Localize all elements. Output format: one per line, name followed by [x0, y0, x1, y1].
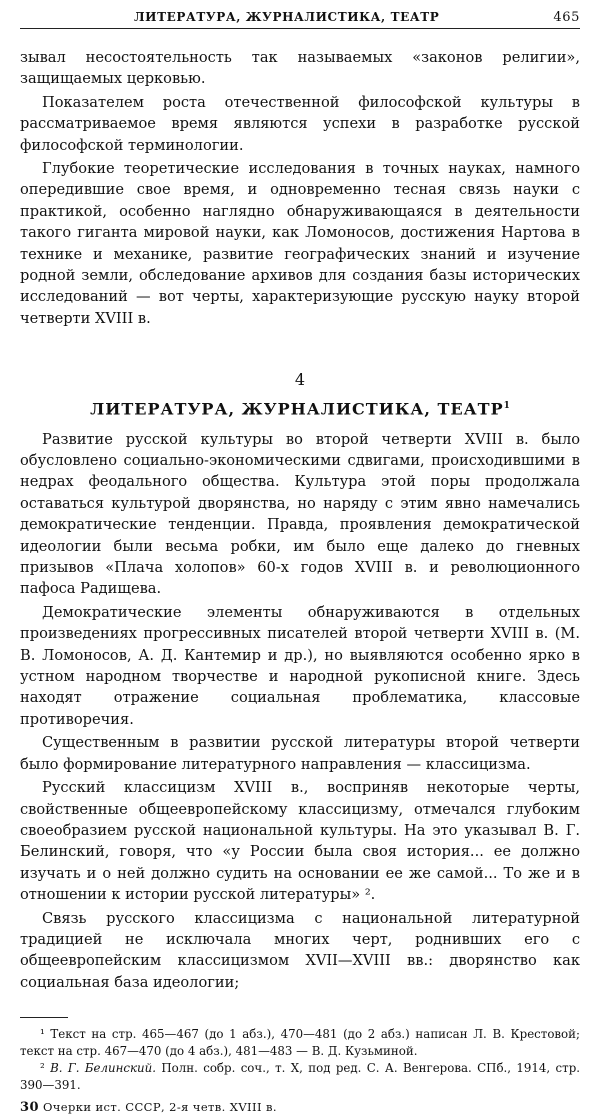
footnote-1: ¹ Текст на стр. 465—467 (до 1 абз.), 470—481 (до 2 абз.) написан Л. В. Крестовой; текст на стр. 467—470 (до 4 абз.), 481—483 — В. Д. Кузьминой.: [20, 1027, 580, 1059]
paragraph: Показателем роста отечественной философской культуры в рассматриваемое время являются успехи в разработке русской философской терминологии.: [20, 93, 580, 154]
footnote-ref: 1: [503, 401, 510, 412]
paragraph: Демократические элементы обнаруживаются в отдельных произведениях прогрессивных писателей второй четверти XVIII в. (М. В. Ломоносов, А. Д. Кантемир и др.), но выявляются особенно ярко в устном народном творчестве и народной рукописной книге. Здесь находят отражение социальная проблематика, классовые противоречия.: [20, 603, 580, 728]
printer-signature: [20, 1100, 580, 1115]
footnote-2-mark: ²: [40, 1061, 45, 1076]
page: [20, 10, 580, 1115]
footnote-divider: [20, 1017, 68, 1018]
section-title-text: ЛИТЕРАТУРА, ЖУРНАЛИСТИКА, ТЕАТР: [90, 399, 504, 419]
footnote-2: [20, 1060, 580, 1094]
signature-number: 30: [20, 1100, 39, 1115]
running-head-title: ЛИТЕРАТУРА, ЖУРНАЛИСТИКА, ТЕАТР: [133, 10, 440, 24]
paragraph: Развитие русской культуры во второй четверти XVIII в. было обусловлено социально-экономическими сдвигами, происходившими в недрах феодального общества. Культура этой поры продолжала оставаться культурой дворянства, но наряду с этим явно намечались демократические тенденции. Правда, проявления демократической идеологии были весьма робки, им было еще далеко до гневных призывов «Плача холопов» 60-х годов XVIII в. и революционного пафоса Радищева.: [20, 430, 580, 598]
body-text: [20, 47, 580, 993]
paragraph: Связь русского классицизма с национальной литературной традицией не исключала многих черт, роднивших его с общеевропейским классицизмом XVII—XVIII вв.: дворянство как социальная база идеологии;: [20, 909, 580, 991]
footnote-2-text: Полн. собр. соч., т. X, под ред. С. А. Венгерова. СПб., 1914, стр. 390—391.: [20, 1061, 580, 1093]
paragraph-continued: зывал несостоятельность так называемых «законов религии», защищаемых церковью.: [20, 49, 580, 88]
paragraph: Русский классицизм XVIII в., восприняв некоторые черты, свойственные общеевропейскому классицизму, отмечался глубоким своеобразием русской национальной культуры. На это указывал В. Г. Белинский, говоря, что «у России была своя история... ее должно изучать и о ней должно судить на основании ее же самой... То же и в отношении к истории русской литературы» ².: [20, 779, 580, 904]
section-number: 4: [294, 370, 306, 390]
section-title: [20, 395, 580, 420]
signature-text: Очерки ист. СССР, 2-я четв. XVIII в.: [42, 1100, 277, 1115]
page-number: 465: [553, 10, 580, 25]
footnote-2-author: В. Г. Белинский.: [50, 1061, 156, 1076]
paragraph: Существенным в развитии русской литературы второй четверти было формирование литературного направления — классицизма.: [20, 734, 580, 773]
running-head: [20, 10, 580, 29]
paragraph: Глубокие теоретические исследования в точных науках, намного опередившие свое время, и одновременно тесная связь науки с практикой, особенно наглядно обнаруживающаяся в деятельности такого гиганта мировой науки, как Ломоносов, достижения Нартова в технике и механике, развитие географических знаний и изучение родной земли, обследование архивов для создания базы исторических исследований — вот черты, характеризующие русскую науку второй четверти XVIII в.: [20, 160, 580, 327]
